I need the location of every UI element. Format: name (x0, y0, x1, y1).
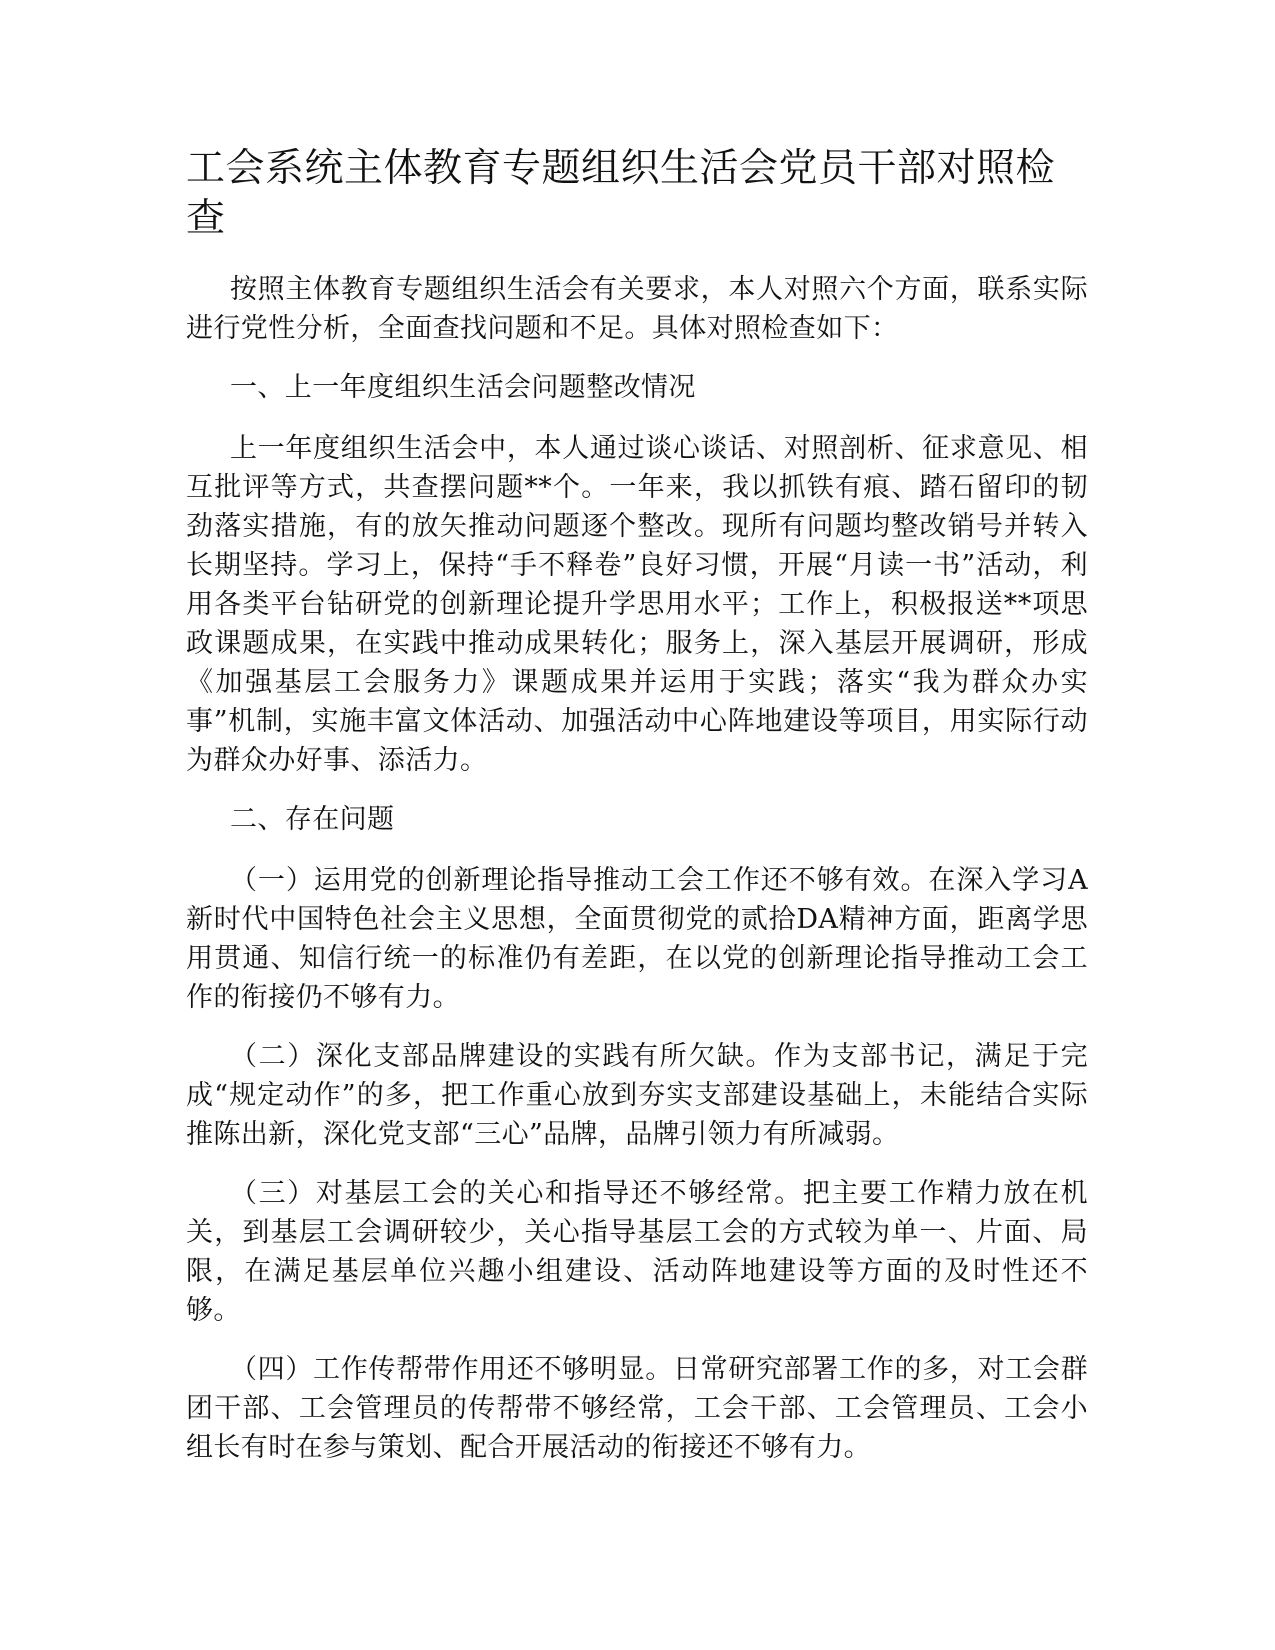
section-heading-problems: 二、存在问题 (230, 804, 395, 835)
rectification-paragraph: 上一年度组织生活会中，本人通过谈心谈话、对照剖析、征求意见、相互批评等方式，共查摆问题**个。一年来，我以抓铁有痕、踏石留印的韧劲落实措施，有的放矢推动问题逐个整改。现所有问题均整改销号并转入长期坚持。学习上，保持“手不释卷”良好习惯，开展“月读一书”活动，利用各类平台钻研党的创新理论提升学思用水平；工作上，积极报送**项思政课题成果，在实践中推动成果转化；服务上，深入基层开展调研，形成《加强基层工会服务力》课题成果并运用于实践；落实“我为群众办实事”机制，实施丰富文体活动、加强活动中心阵地建设等项目，用实际行动为群众办好事、添活力。 (186, 433, 1088, 776)
document-body (186, 144, 1088, 1487)
document-title: 工会系统主体教育专题组织生活会党员干部对照检查 (186, 146, 1056, 241)
problem-paragraph-3: （三）对基层工会的关心和指导还不够经常。把主要工作精力放在机关，到基层工会调研较少，关心指导基层工会的方式较为单一、片面、局限，在满足基层单位兴趣小组建设、活动阵地建设等方面的及时性还不够。 (186, 1178, 1088, 1326)
problem-paragraph-2: （二）深化支部品牌建设的实践有所欠缺。作为支部书记，满足于完成“规定动作”的多，把工作重心放到夯实支部建设基础上，未能结合实际推陈出新，深化党支部“三心”品牌，品牌引领力有所减弱。 (186, 1041, 1088, 1150)
section-heading-rectification: 一、上一年度组织生活会问题整改情况 (230, 372, 696, 403)
intro-paragraph: 按照主体教育专题组织生活会有关要求，本人对照六个方面，联系实际进行党性分析，全面查找问题和不足。具体对照检查如下： (186, 274, 1088, 344)
problem-paragraph-4: （四）工作传帮带作用还不够明显。日常研究部署工作的多，对工会群团干部、工会管理员的传帮带不够经常，工会干部、工会管理员、工会小组长有时在参与策划、配合开展活动的衔接还不够有力。 (186, 1354, 1088, 1463)
problem-paragraph-1: （一）运用党的创新理论指导推动工会工作还不够有效。在深入学习A新时代中国特色社会主义思想，全面贯彻党的贰拾DA精神方面，距离学思用贯通、知信行统一的标准仍有差距，在以党的创新理论指导推动工会工作的衔接仍不够有力。 (186, 865, 1088, 1013)
